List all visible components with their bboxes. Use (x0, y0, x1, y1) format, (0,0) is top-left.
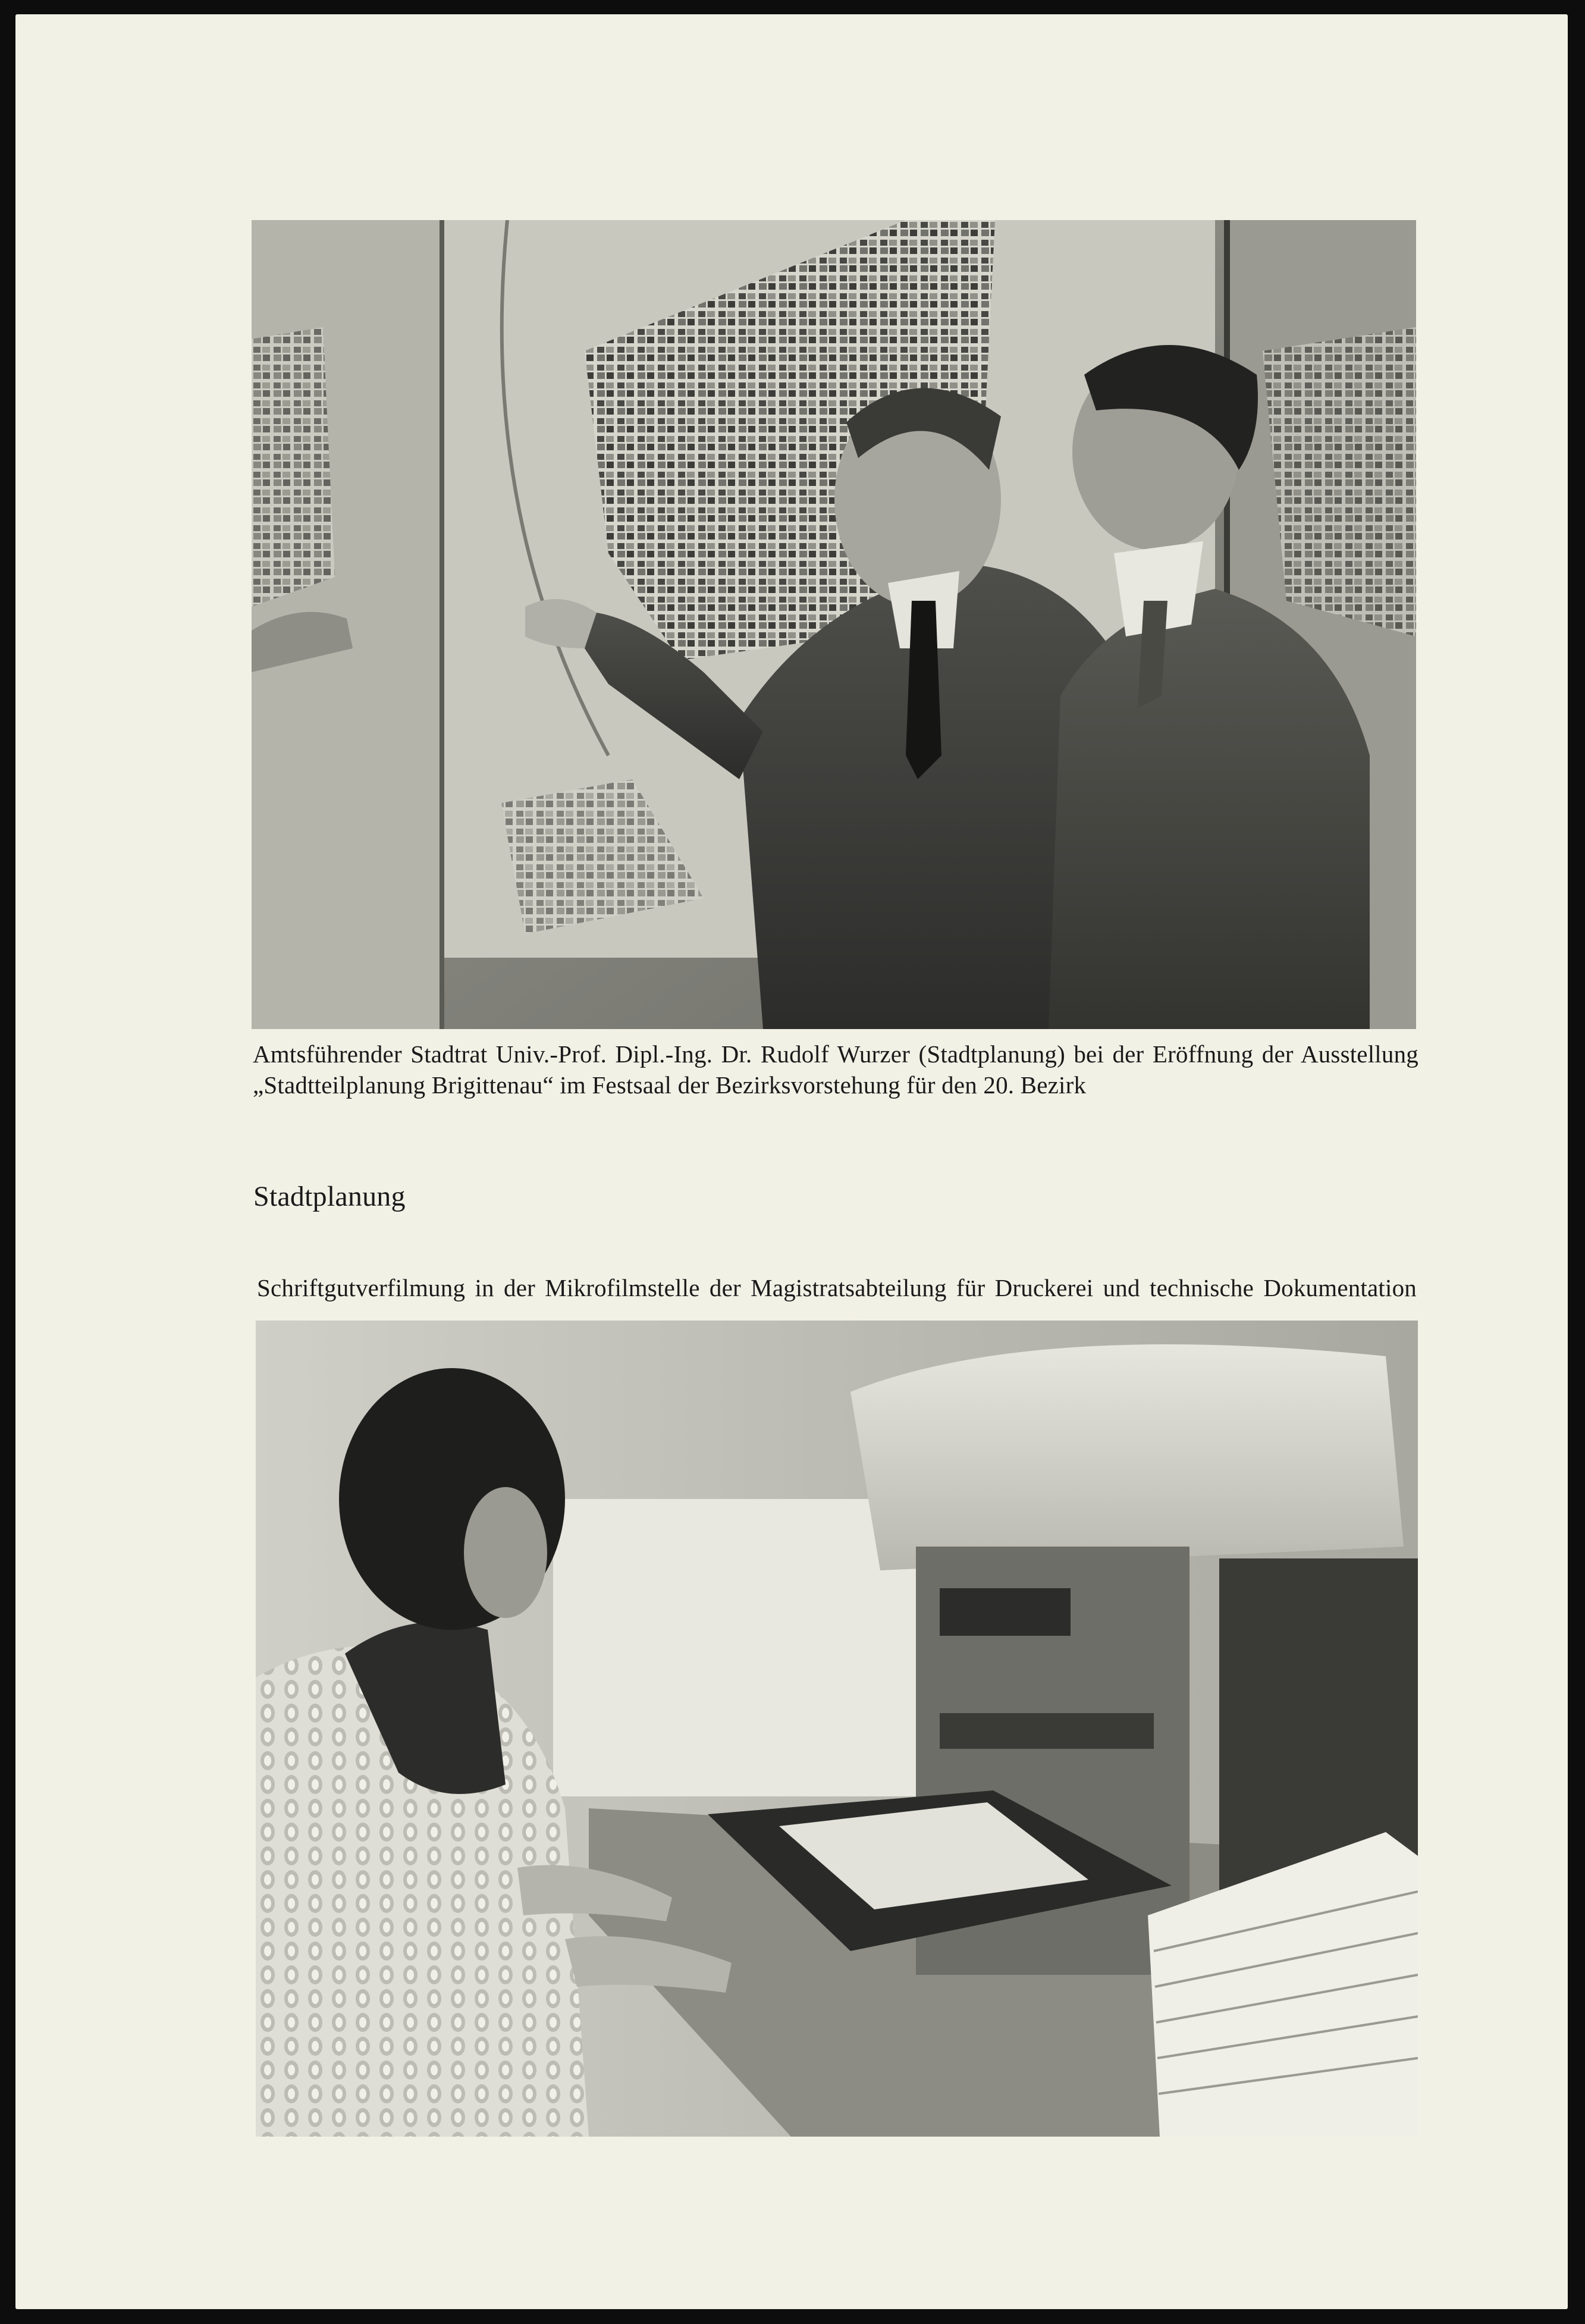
photo-caption: Schriftgutverfilmung in der Mikrofilmstelle der Magistratsabteilung für Druckerei und technische Dokumentation (257, 1274, 1417, 1301)
photo-caption-line-1: Amtsführender Stadtrat Univ.-Prof. Dipl.-Ing. Dr. Rudolf Wurzer (Stadtplanung) bei der Eröffnung der Ausstellung (253, 1040, 1418, 1068)
exhibition-photo (252, 220, 1416, 1029)
photo-caption-line-2: „Stadtteilplanung Brigittenau“ im Festsaal der Bezirksvorstehung für den 20. Bezirk (253, 1071, 1087, 1099)
document-page (15, 14, 1568, 2309)
microfilm-photo (256, 1321, 1418, 2137)
section-heading: Stadtplanung (253, 1181, 406, 1212)
